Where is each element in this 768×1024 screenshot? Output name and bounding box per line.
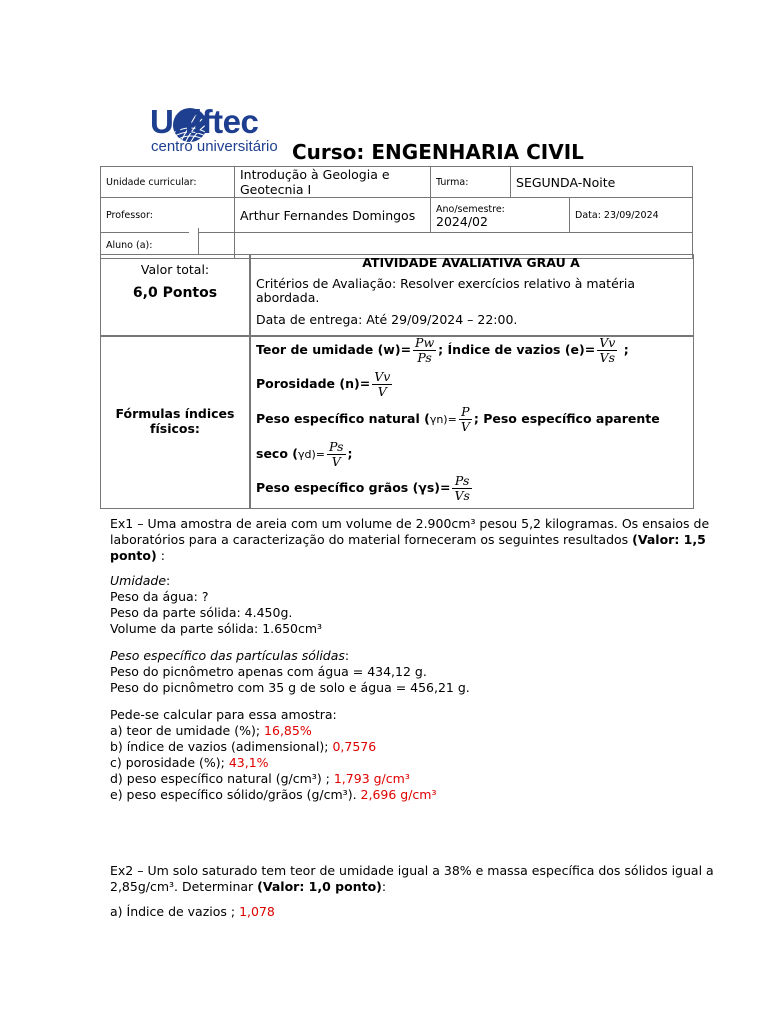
item-c xyxy=(110,755,269,772)
item-d-label: d) peso específico natural (g/cm³) ; xyxy=(110,771,334,786)
formula-natural xyxy=(256,405,660,434)
natural-den: V xyxy=(460,419,470,434)
logo-subtitle: centro universitário xyxy=(151,138,278,155)
item-a-label: a) teor de umidade (%); xyxy=(110,723,265,738)
course-title: Curso: ENGENHARIA CIVIL xyxy=(292,140,584,164)
item-e xyxy=(110,787,436,804)
umidade-den: Ps xyxy=(417,350,432,365)
logo-wordmark: Uniftec xyxy=(150,103,259,140)
graos-label: Peso específico grãos (γs)= xyxy=(256,480,451,495)
vazios-fraction xyxy=(597,336,617,365)
umidade-fraction xyxy=(413,336,436,365)
particulas-title: Peso específico das partículas sólidas xyxy=(110,648,345,663)
item-a-answer: 16,85% xyxy=(264,723,312,738)
ex2-intro-1: Ex2 – Um solo saturado tem teor de umidade igual a 38% e massa específica dos sólidos igual a xyxy=(110,863,714,878)
vazios-num: Vv xyxy=(599,335,616,350)
umidade-num: Pw xyxy=(415,335,435,350)
ex2-intro-2-text: 2,85g/cm³. Determinar xyxy=(110,879,258,894)
pede-calcular: Pede-se calcular para essa amostra: xyxy=(110,707,337,722)
natural-fraction xyxy=(459,405,472,434)
ex2-colon: : xyxy=(381,879,387,894)
ano-cell xyxy=(431,198,570,233)
seco-symbol: γd)= xyxy=(297,448,325,461)
umidade-heading xyxy=(110,573,170,590)
aluno-divider xyxy=(198,228,199,254)
unidade-label: Unidade curricular: xyxy=(101,167,235,198)
formulas-label-2: físicos: xyxy=(150,421,200,436)
turma-label: Turma: xyxy=(431,167,511,198)
umidade-colon: : xyxy=(166,573,171,588)
atividade-title: ATIVIDADE AVALIATIVA GRAU A xyxy=(362,255,580,270)
picnometro-1: Peso do picnômetro apenas com água = 434,12 g. xyxy=(110,664,427,679)
ano-value: 2024/02 xyxy=(436,213,488,229)
porosidade-fraction xyxy=(372,370,392,399)
ex1-colon: : xyxy=(156,548,165,563)
formulas-label-1: Fórmulas índices xyxy=(115,406,235,421)
item-c-label: c) porosidade (%); xyxy=(110,755,229,770)
formula-porosidade xyxy=(256,370,394,399)
aluno-divider-mask xyxy=(189,229,198,253)
graos-num: Ps xyxy=(452,474,471,489)
particulas-colon: : xyxy=(344,648,350,663)
professor-label: Professor: xyxy=(101,198,235,233)
ex1-intro-2-text: laboratórios para a caracterização do material forneceram os seguintes resultados xyxy=(110,532,633,547)
porosidade-den: V xyxy=(377,384,387,399)
item-e-label: e) peso específico sólido/grãos (g/cm³). xyxy=(110,787,361,802)
ex2-item-a-answer: 1,078 xyxy=(239,904,275,919)
umidade-label: Teor de umidade (w)= xyxy=(256,342,412,357)
ex1-ponto: ponto) xyxy=(110,548,157,563)
peso-agua: Peso da água: ? xyxy=(110,589,209,604)
ex1-valor: (Valor: 1,5 xyxy=(632,532,706,547)
particulas-heading xyxy=(110,648,349,665)
graos-fraction xyxy=(452,474,471,503)
natural-label: Peso específico natural ( xyxy=(256,411,430,426)
formula-seco xyxy=(256,440,353,469)
criterios-line-2: abordada. xyxy=(256,290,320,305)
item-a xyxy=(110,723,312,740)
picnometro-2: Peso do picnômetro com 35 g de solo e água = 456,21 g. xyxy=(110,680,470,695)
ano-label: Ano/semestre: xyxy=(436,203,505,215)
item-d-answer: 1,793 g/cm³ xyxy=(333,771,410,786)
ex2-item-a-label: a) Índice de vazios ; xyxy=(110,904,240,919)
ex2-item-a xyxy=(110,904,275,921)
valor-label: Valor total: xyxy=(140,262,210,277)
item-b-label: b) índice de vazios (adimensional); xyxy=(110,739,333,754)
ex1-intro-3 xyxy=(110,548,165,565)
item-b-answer: 0,7576 xyxy=(332,739,377,754)
valor-value: 6,0 Pontos xyxy=(132,285,218,301)
porosidade-label: Porosidade (n)= xyxy=(256,376,371,391)
unidade-value: Introdução à Geologia e Geotecnia I xyxy=(235,167,431,198)
ex1-intro-2 xyxy=(110,532,706,549)
natural-symbol: γn)= xyxy=(429,413,457,426)
professor-value: Arthur Fernandes Domingos xyxy=(235,198,431,233)
umidade-title: Umidade xyxy=(110,573,167,588)
vazios-semicolon: ; xyxy=(623,342,629,357)
seco-fraction xyxy=(327,440,346,469)
turma-value: SEGUNDA-Noite xyxy=(511,167,693,198)
data-value: Data: 23/09/2024 xyxy=(570,198,693,233)
natural-num: P xyxy=(459,405,472,420)
vazios-den: Vs xyxy=(599,350,615,365)
peso-solida: Peso da parte sólida: 4.450g. xyxy=(110,605,293,620)
ex2-intro-2 xyxy=(110,879,386,896)
aparente-label: ; Peso específico aparente xyxy=(473,411,660,426)
item-c-answer: 43,1% xyxy=(228,755,269,770)
formula-umidade-vazios xyxy=(256,336,629,365)
formula-graos xyxy=(256,474,474,503)
porosidade-num: Vv xyxy=(374,369,391,384)
ex1-intro-1: Ex1 – Uma amostra de areia com um volume de 2.900cm³ pesou 5,2 kilogramas. Os ensaios de xyxy=(110,516,710,531)
graos-den: Vs xyxy=(454,488,470,503)
seco-num: Ps xyxy=(329,439,344,454)
volume-solida: Volume da parte sólida: 1.650cm³ xyxy=(110,621,323,636)
item-b xyxy=(110,739,376,756)
criterios-line-1: Critérios de Avaliação: Resolver exercícios relativo à matéria xyxy=(256,276,636,291)
entrega-date: Data de entrega: Até 29/09/2024 – 22:00. xyxy=(256,312,518,327)
ex2-valor: (Valor: 1,0 ponto) xyxy=(257,879,382,894)
seco-den: V xyxy=(331,454,341,469)
item-d xyxy=(110,771,410,788)
vazios-label: ; Índice de vazios (e)= xyxy=(438,342,596,357)
aluno-label: Aluno (a): xyxy=(101,233,235,259)
seco-semicolon: ; xyxy=(347,446,353,461)
seco-label: seco ( xyxy=(256,446,298,461)
item-e-answer: 2,696 g/cm³ xyxy=(360,787,437,802)
